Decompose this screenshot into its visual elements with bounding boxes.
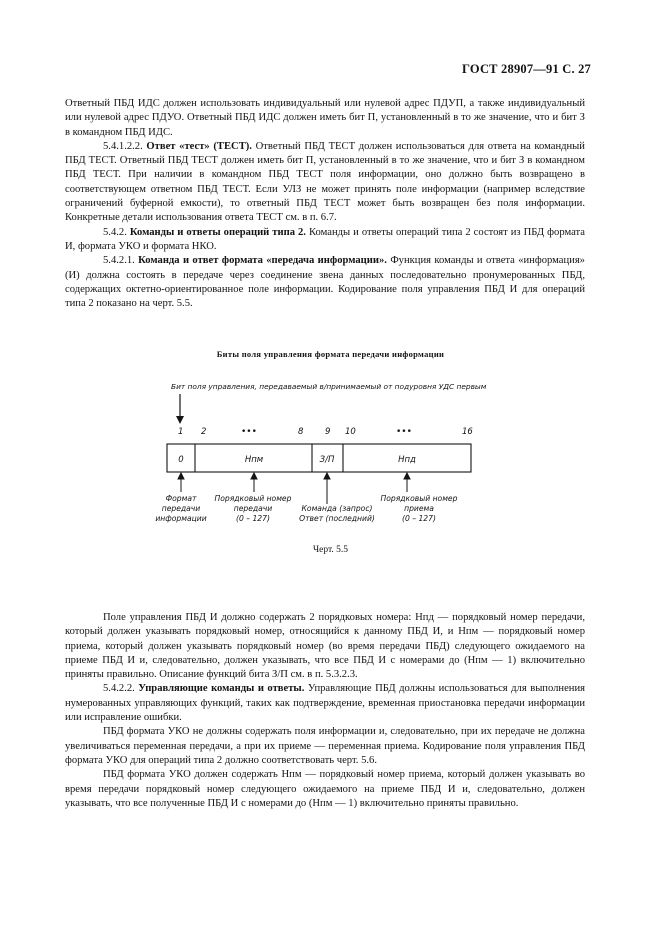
caption-line: (0 – 127)	[402, 514, 436, 523]
paragraph	[65, 682, 585, 725]
page-header: ГОСТ 28907—91 С. 27	[462, 62, 591, 76]
clause-number: 5.4.2.1.	[103, 255, 135, 267]
caption-line: передачи	[233, 504, 273, 513]
arrow-note: Бит поля управления, передаваемый в/принимаемый от подуровня УДС первым	[171, 382, 487, 391]
bit-label: 9	[325, 427, 331, 437]
bit-label: 10	[345, 427, 356, 437]
paragraph	[65, 254, 585, 311]
clause-title: Команды и ответы операций типа 2.	[129, 226, 306, 238]
paragraph: Поле управления ПБД И должно содержать 2 порядковых номера: Нпд — порядковый номер передачи, который должен указывать порядковый номер, относящийся к данному ПБД И, и Нпм — порядковый номер приема, который должен указывать порядковый номер (во время передачи ПБД) следующего ожидаемого на приеме ПБД И и, следовательно, должен указывать, что все ПБД И с номерами до (Нпм — 1) включительно приняты правильно. Описание функций бита З/П см. в п. 5.3.2.3.	[65, 612, 585, 681]
figure-caption: Черт. 5.5	[312, 545, 349, 555]
field-zp: З/П	[319, 455, 335, 465]
diagram-title: Биты поля управления формата передачи информации	[216, 349, 445, 359]
clause-number: 5.4.2.	[103, 226, 127, 238]
bit-ellipsis: •••	[241, 427, 257, 437]
field-format-bit: 0	[178, 455, 184, 465]
control-field-diagram	[0, 370, 661, 540]
field-npm: Нпм	[244, 455, 264, 465]
paragraph	[65, 226, 585, 255]
clause-title: Управляющие команды и ответы.	[138, 683, 305, 695]
field-npd: Нпд	[398, 455, 416, 465]
clause-text: Управляющие ПБД должны использоваться для выполнения нумерованных управляющих функций, таких как подтверждение, временная приостановка передачи информации или исправление ошибки.	[65, 683, 586, 724]
caption-line: приема	[404, 504, 434, 513]
paragraph: ПБД формата УКО не должны содержать поля информации и, следовательно, при их передаче не должна увеличиваться переменная передачи, а при их приеме — переменная приема. Кодирование поля управления ПБД формата УКО для операций типа 2 должно соответствовать черт. 5.6.	[65, 726, 585, 766]
caption-line: (0 – 127)	[236, 514, 270, 523]
caption-line: Порядковый номер	[214, 494, 292, 503]
caption-line: Команда (запрос)	[301, 504, 373, 513]
paragraph: Ответный ПБД ИДС должен использовать индивидуальный или нулевой адрес ПДУП, а также индивидуальный или нулевой адрес ПДУО. Ответный ПБД ИДС должен иметь бит П, установленный в то же значение, что и бит З в командном ПБД ИДС.	[65, 98, 585, 138]
bit-label: 2	[201, 427, 207, 437]
caption-line: Формат	[165, 494, 197, 503]
bit-label: 8	[298, 427, 304, 437]
text-block-bottom	[65, 611, 585, 811]
caption-line: Ответ (последний)	[299, 514, 375, 523]
bit-ellipsis: •••	[396, 427, 412, 437]
clause-title: Команда и ответ формата «передача информации».	[138, 255, 387, 267]
text-block-top	[65, 97, 585, 311]
bit-label: 16	[462, 427, 473, 437]
paragraph: ПБД формата УКО должен содержать Нпм — порядковый номер приема, который должен указывать во время передачи порядковый номер следующего ожидаемого на приеме ПБД И и, следовательно, должен указывать, что все полученные ПБД И с номерами до (Нпм — 1) включительно приняты правильно.	[65, 769, 585, 809]
clause-number: 5.4.2.2.	[103, 683, 135, 695]
caption-line: информации	[155, 514, 207, 523]
clause-text: Команды и ответы операций типа 2 состоят из ПБД формата И, формата УКО и формата НКО.	[65, 226, 585, 252]
clause-number: 5.4.1.2.2.	[103, 140, 143, 152]
clause-title: Ответ «тест» (ТЕСТ).	[146, 140, 252, 152]
clause-text: Ответный ПБД ТЕСТ должен использоваться для ответа на командный ПБД ТЕСТ. Ответный ПБД ТЕСТ должен иметь бит П, установленный в то же значение, что и бит З в командном ПБД ТЕСТ. При наличии в командном ПБД ТЕСТ поля информации, оно должно быть возвращено в соответствующем ответном ПБД ТЕСТ. Если УЛЗ не может принять поле информации (например вследствие ограничений буферной емкости), то ответный ПБД ТЕСТ может быть возвращен без поля информации. Конкретные детали использования ответа ТЕСТ см. в п. 6.7.	[65, 140, 585, 224]
paragraph	[65, 140, 585, 226]
caption-line: передачи	[161, 504, 201, 513]
bit-label: 1	[178, 427, 184, 437]
caption-line: Порядковый номер	[380, 494, 458, 503]
clause-text: Функция команды и ответа «информация» (И) должна состоять в передаче через соединение звена данных последовательно пронумерованных ПБД, содержащих октетно-ориентированное поле информации. Кодирование поля управления ПБД И для операций типа 2 показано на черт. 5.5.	[65, 255, 585, 310]
arrow-head-icon	[176, 416, 184, 424]
